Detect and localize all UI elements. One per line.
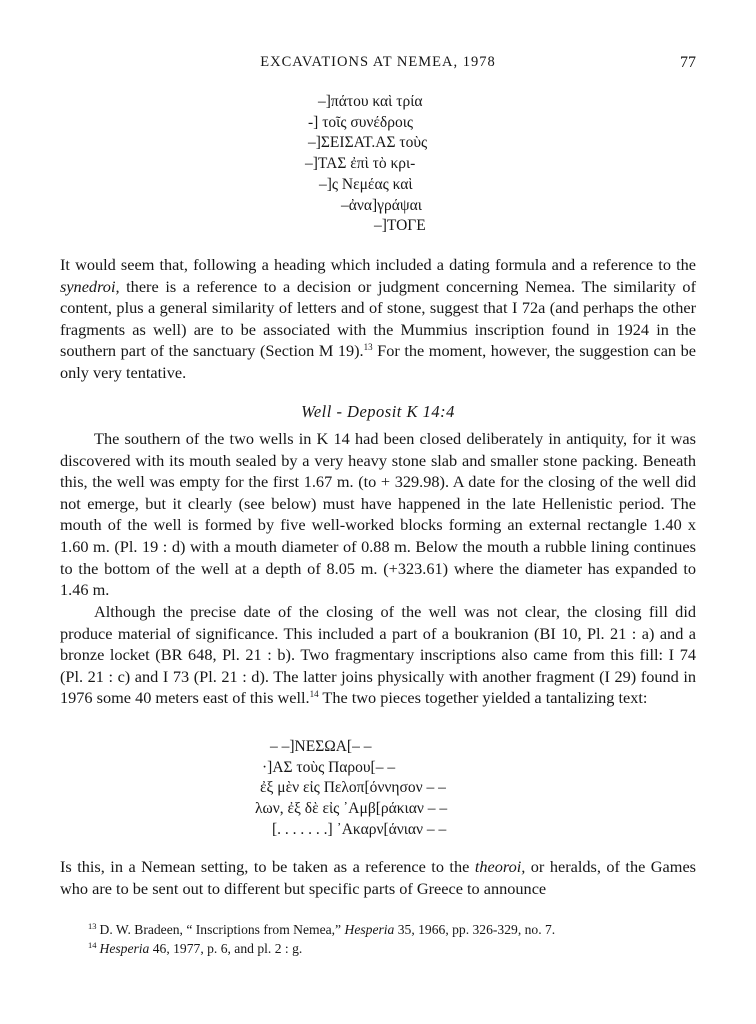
inscription-line: –ἀνα]γράψαι (341, 196, 422, 214)
paragraph-text: It would seem that, following a heading which included a dating formula and a reference to the (60, 255, 696, 274)
italic-term-theoroi: theoroi, (474, 857, 526, 876)
inscription-fragment-2 (255, 737, 447, 841)
inscription-line: –]πάτου καὶ τρία (318, 93, 423, 110)
paragraph-text: The two pieces together yielded a tantalizing text: (318, 688, 648, 708)
running-title: EXCAVATIONS AT NEMEA, 1978 (260, 54, 496, 70)
footnote-journal-title: Hesperia (344, 922, 395, 937)
section-heading: Well - Deposit K 14:4 (301, 402, 455, 421)
inscription-fragment-1 (300, 92, 427, 237)
paragraph-text: there is a reference to a decision or judgment concerning Nemea. The similarity of content, plus a general similarity of letters and of stone, suggest that I 72a (and perhaps the other fragments as well) are to be associated with the Mummius inscription found in 1924 in the southern part of the sanctuary (Section M 19). (60, 276, 696, 361)
inscription-line: λων, ἐξ δὲ εἰς ᾿Αμβ[ράκιαν – – (255, 800, 448, 818)
inscription-line: –]ΣΕΙΣΑΤ.ΑΣ τοὺς (308, 134, 428, 152)
footnote-number: 13 (88, 921, 97, 931)
paragraph-closing-fill (60, 601, 696, 709)
footnote-number: 14 (88, 939, 97, 950)
footnote-13 (88, 921, 698, 940)
inscription-line: ἐξ μὲν εἰς Πελοπ[όννησον – – (260, 779, 446, 797)
footnotes (88, 921, 698, 958)
inscription-line: -] τοῖς συνέδροις (308, 113, 414, 131)
paragraph-text: For the moment, however, the suggestion can be only very tentative. (60, 341, 696, 382)
footnote-text: 46, 1977, p. 6, and pl. 2 : g. (149, 940, 303, 956)
paragraph-text: Although the precise date of the closing of the well was not clear, the closing fill did produce material of significance. This included a part of a boukranion (BI 10, Pl. 21 : a) and a bronze locket (BR 648, Pl. 21 : b). Two fragmentary inscriptions also came from this fill: I 74 (Pl. 21 : c) and I 73 (Pl. 21 : d). The latter joins physically with another fragment (I 29) found in 1976 some 40 meters east of this well. (60, 602, 696, 708)
inscription-line: –]ς Νεμέας καὶ (319, 175, 413, 193)
page-number: 77 (680, 54, 696, 71)
paragraph-well-description: The southern of the two wells in K 14 had been closed deliberately in antiquity, for it was discovered with its mouth sealed by a very heavy stone slab and smaller stone packing. Beneath this, the well was empty for the first 1.67 m. (to + 329.98). A date for the closing of the well did not emerge, but it clearly (see below) must have happened in the late Hellenistic period. The mouth of the well is formed by five well-worked blocks forming an external rectangle 1.40 x 1.60 m. (Pl. 19 : d) with a mouth diameter of 0.88 m. Below the mouth a rubble lining continues to the bottom of the well at a depth of 8.05 m. (+323.61) where the diameter has expanded to 1.46 m. (60, 429, 696, 600)
paragraph-text: Is this, in a Nemean setting, to be taken as a reference to the (60, 857, 475, 876)
inscription-line: [. . . . . . .] ᾿Ακαρν[άνιαν – – (272, 820, 447, 838)
paragraph-text: or heralds, of the Games who are to be sent out to different but specific parts of Greece to announce (60, 857, 697, 898)
inscription-line: –]ΤΟΓΕ (374, 217, 426, 235)
footnote-text: 35, 1966, pp. 326-329, no. 7. (394, 922, 556, 937)
italic-term-synedroi: synedroi, (60, 276, 120, 296)
inscription-line: –]ΤΑΣ ἐπὶ τὸ κρι- (305, 155, 416, 173)
footnote-reference-14[interactable]: 14 (309, 689, 319, 700)
footnote-14 (88, 940, 698, 959)
footnote-journal-title: Hesperia (99, 940, 150, 956)
footnote-reference-13[interactable]: 13 (363, 342, 373, 353)
inscription-line: ·]ΑΣ τοὺς Παρου[– – (262, 758, 396, 776)
footnote-text: D. W. Bradeen, “ Inscriptions from Nemea,” (99, 922, 345, 937)
inscription-line: – –]ΝΕΣΩΑ[– – (270, 738, 372, 755)
paragraph-theoroi (60, 856, 696, 899)
paragraph-synedroi (60, 254, 696, 384)
running-head (60, 54, 696, 76)
